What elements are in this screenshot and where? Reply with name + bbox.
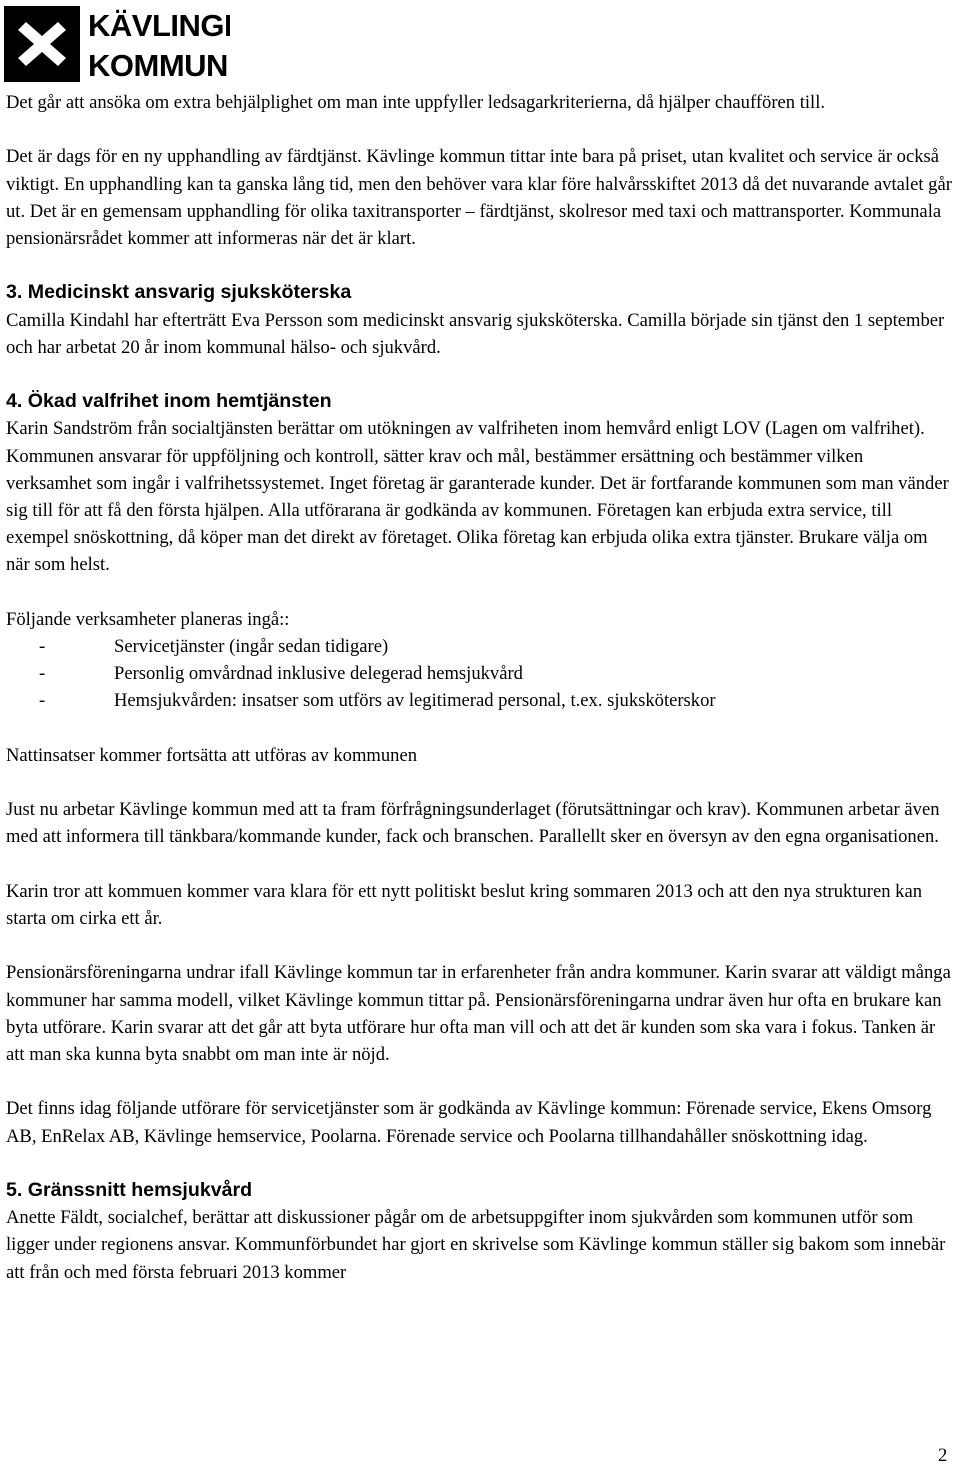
section-5-text: Anette Fäldt, socialchef, berättar att diskussioner pågår om de arbetsuppgifter inom sjukvården som kommunen utför som ligger under regionens ansvar. Kommunförbundet har gjort en skrivelse som Kävlinge kommun ställer sig bakom som innebär att från och med första februari 2013 kommer (6, 1207, 946, 1283)
section-3 (6, 279, 952, 361)
logo-line-2: KOMMUN (88, 48, 228, 82)
section-4-text: Karin Sandström från socialtjänsten berättar om utökningen av valfriheten inom hemvård enligt LOV (Lagen om valfrihet). Kommunen ansvarar för uppföljning och kontroll, sätter krav och mål, bestämmer ersättning och bestämmer vilken verksamhet som ingår i valfrihetssystemet. Inget företag är garanterade kunder. Det är fortfarande kommunen som man vänder sig till för att få den första hjälpen. Alla utförarana är godkända av kommunen. Företagen kan erbjuda extra service, till exempel snöskottning, då köper man det direkt av företaget. Olika företag kan erbjuda olika extra tjänster. Brukare välja om när som helst. (6, 418, 949, 576)
list-item (6, 633, 952, 660)
list-dash: - (39, 663, 46, 685)
list-intro: Följande verksamheter planeras ingå:: (6, 608, 290, 630)
logo-line-1: KÄVLINGE (88, 8, 230, 43)
kavlinge-emblem-icon (4, 4, 230, 82)
list-item-text: Personlig omvårdnad inklusive delegerad hemsjukvård (114, 663, 523, 685)
list-item-text: Hemsjukvården: insatser som utförs av legitimerad personal, t.ex. sjuksköterskor (114, 690, 716, 712)
list-dash: - (39, 636, 46, 657)
list-item (6, 660, 952, 687)
list-dash: - (39, 690, 46, 712)
section-5-heading: 5. Gränssnitt hemsjukvård (6, 1178, 253, 1201)
paragraph-procurement: Det är dags för en ny upphandling av färdtjänst. Kävlinge kommun tittar inte bara på priset, utan kvalitet och service är också viktigt. En upphandling kan ta ganska lång tid, men den behöver vara klar före halvårsskiftet 2013 då det nuvarande avtalet går ut. Det är en gemensam upphandling för olika taxitransporter – färdtjänst, skolresor med taxi och mattransporter. Kommunala pensionärsrådet kommer att informeras när det är klart. (6, 146, 952, 249)
list-item (6, 687, 952, 714)
paragraph-pensioners: Pensionärsföreningarna undrar ifall Kävlinge kommun tar in erfarenheter från andra kommuner. Karin svarar att väldigt många kommuner har samma modell, vilket Kävlinge kommun tittar på. Pensionärsföreningarna undrar även hur ofta en brukare kan byta utförare. Karin svarar att det går att byta utförare hur ofta man vill och att det är kunden som ska vara i fokus. Tanken är att man ska kunna byta snabbt om man inte är nöjd. (6, 962, 951, 1065)
section-4-heading: 4. Ökad valfrihet inom hemtjänsten (6, 390, 332, 413)
section-3-heading: 3. Medicinskt ansvarig sjuksköterska (6, 281, 352, 304)
paragraph-providers: Det finns idag följande utförare för servicetjänster som är godkända av Kävlinge kommun: Förenade service, Ekens Omsorg AB, EnRelax AB, Kävlinge hemservice, Poolarna. Förenade service och Poolarna tillhandahåller snöskottning idag. (6, 1098, 932, 1147)
paragraph-work: Just nu arbetar Kävlinge kommun med att ta fram förfrågningsunderlaget (förutsättningar och krav). Kommunen arbetar även med att informera till tänkbara/kommande kunder, fack och branschen. Parallellt sker en översyn av den egna organisationen. (6, 799, 940, 848)
page-number: 2 (938, 1445, 948, 1466)
kavlinge-kommun-logo (4, 4, 230, 82)
paragraph-karin: Karin tror att kommuen kommer vara klara för ett nytt politiskt beslut kring sommaren 2013 och att den nya strukturen kan starta om cirka ett år. (6, 880, 923, 929)
list-item-text: Servicetjänster (ingår sedan tidigare) (114, 636, 389, 657)
paragraph-night: Nattinsatser kommer fortsätta att utföras av kommunen (6, 744, 418, 766)
document-body (6, 89, 952, 1286)
section-3-text: Camilla Kindahl har efterträtt Eva Persson som medicinskt ansvarig sjuksköterska. Camilla började sin tjänst den 1 september och har arbetat 20 år inom kommunal hälso- och sjukvård. (6, 309, 945, 358)
planned-services-list (6, 633, 952, 715)
section-5 (6, 1177, 952, 1286)
section-4 (6, 388, 952, 1150)
paragraph-escort-help: Det går att ansöka om extra behjälplighet om man inte uppfyller ledsagarkriterierna, då hjälper chauffören till. (6, 92, 826, 113)
